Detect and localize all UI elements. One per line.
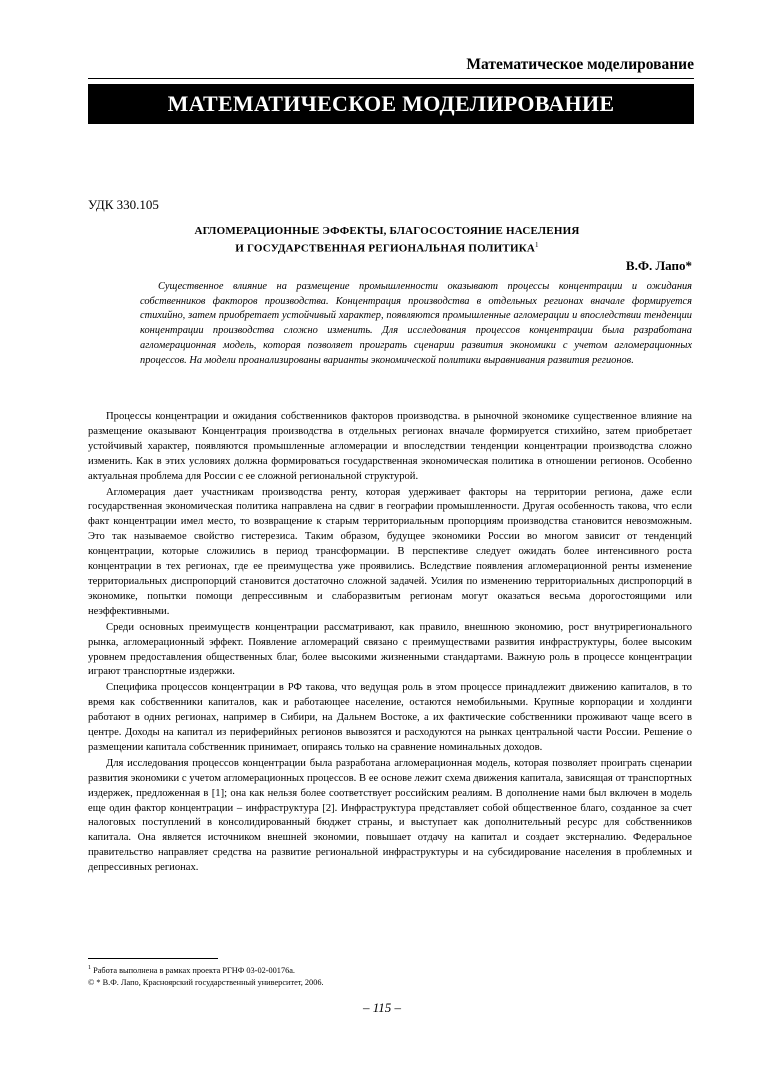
footnote-1 xyxy=(88,962,692,977)
footnote-divider xyxy=(88,958,218,959)
title-footnote-mark: 1 xyxy=(535,241,539,249)
paragraph-1: Процессы концентрации и ожидания собственников факторов производства. в рыночной экономике существенное влияние на размещение оказывают Концентрация производства в отдельных регионах вначале формируется стихийно, затем приобретает устойчивый характер, появляются промышленные агломерации и впоследствии тенденции концентрации производства сложно изменить. Как в этих условиях должна формироваться государственная экономическая политика в отношении регионов. Особенно актуальная проблема для России с ее сложной региональной структурой. xyxy=(88,411,692,482)
author-name: В.Ф. Лапо* xyxy=(625,258,692,273)
article-title-line-2 xyxy=(110,238,664,256)
udc-code: УДК 330.105 xyxy=(88,197,159,212)
section-banner: МАТЕМАТИЧЕСКОЕ МОДЕЛИРОВАНИЕ xyxy=(88,84,694,124)
page-number: – 115 – xyxy=(362,1000,402,1015)
article-title xyxy=(110,224,664,256)
footnote-copyright-text: © * В.Ф. Лапо, Красноярский государственный университет, 2006. xyxy=(88,977,324,987)
article-title-line-2-text: И ГОСУДАРСТВЕННАЯ РЕГИОНАЛЬНАЯ ПОЛИТИКА xyxy=(235,242,536,255)
paragraph-5: Для исследования процессов концентрации была разработана агломерационная модель, которая позволяет проиграть сценарии развития экономики с учетом агломерационных процессов. В ее основе лежит схема движения капитала, зависящая от транспортных издержек, предложенная в [1]; она как нельзя более соответствует российским реалиям. В дополнение нами был включен в модель еще один фактор концентрации – инфраструктура [2]. Инфраструктура представляет собой общественное благо, созданное за счет налоговых поступлений в консолидированный бюджет страны, и выступает как дополнительный ресурс для собственников капитала. Она является источником внешней экономии, повышает отдачу на капитал и создает экстерналию. Федеральное правительство направляет средства на развитие региональной инфраструктуры и на субсидирование населения в проблемных и депрессивных регионах. xyxy=(88,757,692,874)
body-text xyxy=(88,410,692,877)
abstract: Существенное влияние на размещение промышленности оказывают процессы концентрации и ожидания собственников факторов производства. Концентрация производства в отдельных регионах вначале формируется стихийно, затем приобретает устойчивый характер, появляются промышленные агломерации и впоследствии тенденции концентрации производства сложно изменить. Для исследования процессов концентрации была разработана агломерационная модель, которая позволяет проиграть сценарии развития экономики с учетом агломерационных процессов. На модели проанализированы варианты экономической политики выравнивания развития регионов. xyxy=(140,281,692,366)
paragraph-2: Агломерация дает участникам производства ренту, которая удерживает факторы на территории региона, даже если государственная экономическая политика направлена на сдвиг в географии промышленности. Другая особенность такова, что если факт концентрации имел место, то возвращение к старым территориальным пропорциям производства становится невозможным. Это так называемое свойство гистерезиса. Таким образом, будущее экономики России во многом зависит от тенденций концентрации, которые сложились в период трансформации. В перспективе следует ожидать более интенсивного роста концентрации в тех регионах, где ее преимущества уже проявились. Вследствие появления агломерационной ренты изменение территориальных диспропорций становится достаточно сложной задачей. Усилия по изменению территориальных диспропорций в экономике, попытки помощи депрессивным и слаборазвитым регионам могут оказаться весьма дорогостоящими или неэффективными. xyxy=(88,486,692,617)
article-title-line-1: АГЛОМЕРАЦИОННЫЕ ЭФФЕКТЫ, БЛАГОСОСТОЯНИЕ НАСЕЛЕНИЯ xyxy=(194,225,580,237)
paragraph-3: Среди основных преимуществ концентрации рассматривают, как правило, внешнюю экономию, рост внутрирегионального рынка, агломерационный эффект. Появление агломераций связано с преимуществами развития инфраструктуры, более высоким уровнем предоставления общественных благ, более высокими жизненными стандартами. Важную роль в процессе концентрации играют транспортные издержки. xyxy=(88,621,692,678)
paragraph-4: Специфика процессов концентрации в РФ такова, что ведущая роль в этом процессе принадлежит движению капиталов, в то время как собственники капиталов, как и работающее население, остаются немобильными. Крупные корпорации и холдинги работают в одних регионах, например в Сибири, на Дальнем Востоке, а их фактические собственники проживают чаще всего в центре. Доходы на капитал из периферийных регионов вывозятся и расходуются на рынках центральной части России. Решение о размещении капитала собственник принимает, опираясь только на сравнение номинальных доходов. xyxy=(88,682,692,753)
footnote-1-text: Работа выполнена в рамках проекта РГНФ 03-02-00176а. xyxy=(91,965,296,975)
running-head: Математическое моделирование xyxy=(88,56,694,79)
footnote-copyright xyxy=(88,977,692,989)
footnotes xyxy=(88,962,692,989)
footnote-1-mark: 1 xyxy=(88,965,91,971)
